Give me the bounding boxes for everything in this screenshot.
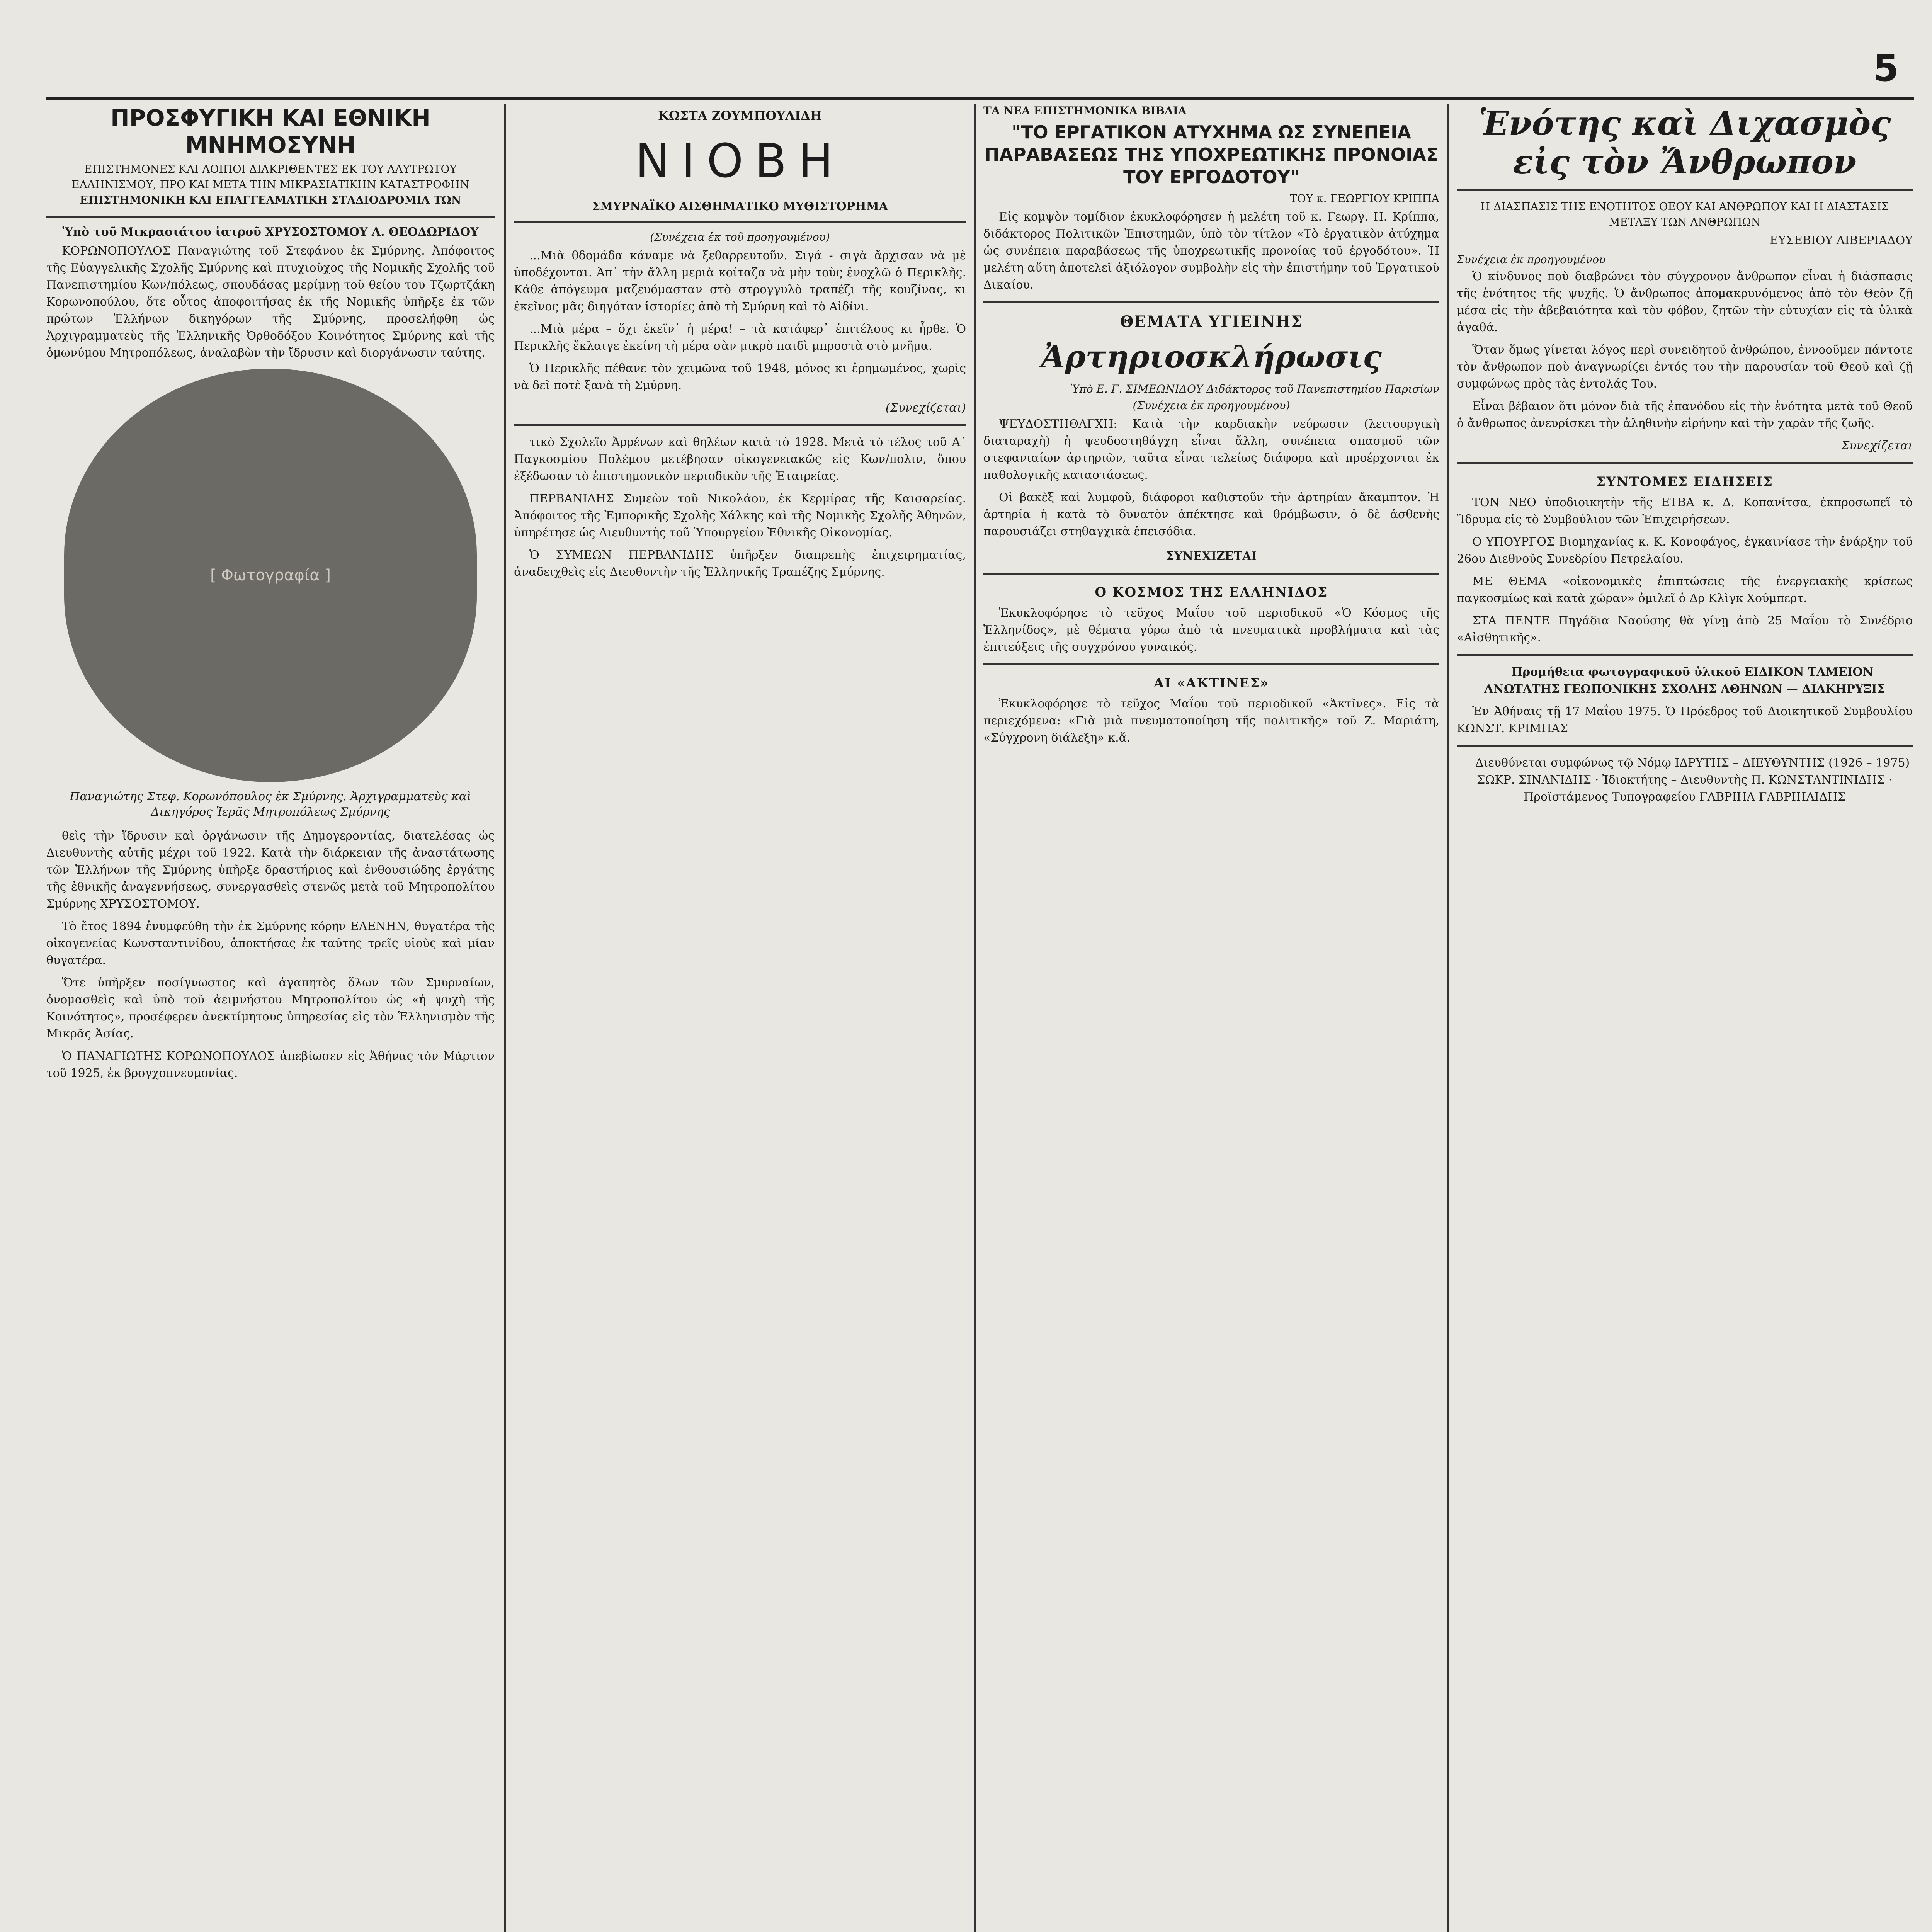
section-heading: ΘΕΜΑΤΑ ΥΓΙΕΙΝΗΣ [1120, 313, 1303, 331]
column-science [983, 104, 1439, 1932]
portrait-photo [64, 369, 476, 782]
novel-author: ΚΩΣΤΑ ΖΟΥΜΠΟΥΛΙΔΗ [658, 108, 822, 123]
column-unity [1457, 104, 1913, 1932]
notice-signature: Ἐν Ἀθήναις τῇ 17 Μαΐου 1975. Ὁ Πρόεδρος τοῦ Διοικητικοῦ Συμβουλίου ΚΩΝΣΤ. ΚΡΙΜΠΑΣ [1457, 705, 1913, 735]
paragraph: θεὶς τὴν ἵδρυσιν καὶ ὀργάνωσιν τῆς Δημογεροντίας, διατελέσας ὡς Διευθυντὴς αὐτῆς μέχρι τοῦ 1922. Κατὰ τὴν διάρκειαν τῆς ἀναστάτωσης τῶν Ἑλλήνων τῆς Σμύρνης ὑπῆρξε δραστήριος καὶ ἐνθουσιώδης ἐργάτης τῆς ἐθνικῆς ἀναγεννήσεως, συνεργασθεὶς στενῶς μετὰ τοῦ Μητροπολίτου Σμύρνης ΧΡΥΣΟΣΤΟΜΟΥ. [46, 829, 495, 911]
paragraph: ...Μιὰ θδομάδα κάναμε νὰ ξεθαρρευτοῦν. Σιγά - σιγὰ ἄρχισαν νὰ μὲ ὑποδέχονται. Ἀπ᾽ τὴν ἄλλη μεριὰ κοίταζα νὰ μὴν τοὺς ἐνοχλῶ ὁ Περικλῆς. Κάθε ἀπόγευμα μαζευόμασταν στὸ στρογγυλὸ τραπέζι τῆς κουζίνας, κι ἐκεῖνος μᾶς διηγόταν ἱστορίες ἀπὸ τὴ Σμύρνη καὶ τὸ Αἰδίνι. [514, 249, 966, 313]
continued-note: Συνέχεια ἐκ προηγουμένου [1457, 253, 1606, 266]
photo-placeholder: [ Φωτογραφία ] [210, 566, 331, 584]
article-subtitle-2: ΕΠΙΣΤΗΜΟΝΙΚΗ ΚΑΙ ΕΠΑΓΓΕΛΜΑΤΙΚΗ ΣΤΑΔΙΟΔΡΟΜΙΑ ΤΩΝ [80, 194, 461, 206]
news-item: ΤΟΝ ΝΕΟ ὑποδιοικητὴν τῆς ΕΤΒΑ κ. Δ. Κοπανίτσα, ἐκπροσωπεῖ τὸ Ἵδρυμα εἰς τὸ Συμβούλιον τῶν Ἐπιχειρήσεων. [1457, 496, 1913, 526]
section-heading: ΣΥΝΤΟΜΕΣ ΕΙΔΗΣΕΙΣ [1596, 474, 1773, 490]
byline: Ὑπὸ τοῦ Μικρασιάτου ἰατροῦ ΧΡΥΣΟΣΤΟΜΟΥ Α. ΘΕΟΔΩΡΙΔΟΥ [62, 225, 479, 239]
byline: Ὑπὸ Ε. Γ. ΣΙΜΕΩΝΙΔΟΥ Διδάκτορος τοῦ Πανεπιστημίου Παρισίων [1070, 383, 1439, 395]
staff-box: Διευθύνεται συμφώνως τῷ Νόμῳ ΙΔΡΥΤΗΣ – ΔΙΕΥΘΥΝΤΗΣ (1926 – 1975) ΣΩΚΡ. ΣΙΝΑΝΙΔΗΣ · Ἰδιοκτήτης – Διευθυντὴς Π. ΚΩΝΣΤΑΝΤΙΝΙΔΗΣ · Προϊστάμενος Τυπογραφείου ΓΑΒΡΙΗΛ ΓΑΒΡΙΗΛΙΔΗΣ [1475, 756, 1910, 804]
paragraph: Ὁ ΠΑΝΑΓΙΩΤΗΣ ΚΟΡΩΝΟΠΟΥΛΟΣ ἀπεβίωσεν εἰς Ἀθήνας τὸν Μάρτιον τοῦ 1925, ἐκ βρογχοπνευμονίας. [46, 1049, 495, 1080]
paragraph: Ἐκυκλοφόρησε τὸ τεῦχος Μαΐου τοῦ περιοδικοῦ «Ἀκτῖνες». Εἰς τὰ περιεχόμενα: «Γιὰ μιὰ πνευματοποίηση τῆς πολιτικῆς» τοῦ Ζ. Μαριάτη, «Σύγχρονη διάλεξη» κ.ἄ. [983, 697, 1439, 745]
section-kicker: ΤΑ ΝΕΑ ΕΠΙΣΤΗΜΟΝΙΚΑ ΒΙΒΛΙΑ [983, 104, 1187, 117]
article-subtitle: ΕΠΙΣΤΗΜΟΝΕΣ ΚΑΙ ΛΟΙΠΟΙ ΔΙΑΚΡΙΘΕΝΤΕΣ ΕΚ ΤΟΥ ΑΛΥΤΡΩΤΟΥ ΕΛΛΗΝΙΣΜΟΥ, ΠΡΟ ΚΑΙ ΜΕΤΑ ΤΗΝ ΜΙΚΡΑΣΙΑΤΙΚΗΝ ΚΑΤΑΣΤΡΟΦΗΝ [71, 163, 469, 191]
article-title: Ἀρτηριοσκλήρωσις [1041, 338, 1382, 375]
paragraph: τικὸ Σχολεῖο Ἀρρένων καὶ θηλέων κατὰ τὸ 1928. Μετὰ τὸ τέλος τοῦ Α΄ Παγκοσμίου Πολέμου μετέβησαν οἰκογενειακῶς εἰς Κων/πολιν, ὅπου ἐξέδωσαν τὸ ἐπιστημονικὸν περιοδικὸν τῆς Ἐταιρείας. [514, 435, 966, 483]
page-number: 5 [1873, 46, 1899, 90]
paragraph: Τὸ ἔτος 1894 ἐνυμφεύθη τὴν ἐκ Σμύρνης κόρην ΕΛΕΝΗΝ, θυγατέρα τῆς οἰκογενείας Κωνσταντινίδου, ἀποκτήσας ἐκ ταύτης τρεῖς υἱοὺς καὶ μίαν θυγατέρα. [46, 920, 495, 967]
paragraph: ΠΕΡΒΑΝΙΔΗΣ Συμεὼν τοῦ Νικολάου, ἐκ Κερμίρας τῆς Καισαρείας. Ἀπόφοιτος τῆς Ἐμπορικῆς Σχολῆς Χάλκης καὶ τῆς Νομικῆς Σχολῆς Ἀθηνῶν, ὑπηρέτησε ὡς Διευθυντὴς τοῦ Ὑπουργείου Ἐθνικῆς Οἰκονομίας. [514, 492, 966, 539]
article-subtitle: Η ΔΙΑΣΠΑΣΙΣ ΤΗΣ ΕΝΟΤΗΤΟΣ ΘΕΟΥ ΚΑΙ ΑΝΘΡΩΠΟΥ ΚΑΙ Η ΔΙΑΣΤΑΣΙΣ ΜΕΤΑΞΥ ΤΩΝ ΑΝΘΡΩΠΩΝ [1480, 200, 1889, 228]
column-divider [504, 104, 506, 1932]
paragraph: Ἐκυκλοφόρησε τὸ τεῦχος Μαΐου τοῦ περιοδικοῦ «Ὁ Κόσμος τῆς Ἑλληνίδος», μὲ θέματα γύρω ἀπὸ τὰ πνευματικὰ προβλήματα καὶ τὰς ἐπιτεύξεις τῆς συγχρόνου γυναικός. [983, 606, 1439, 654]
continued-note: (Συνέχεια ἐκ τοῦ προηγουμένου) [650, 231, 830, 243]
to-be-continued: (Συνεχίζεται) [885, 401, 966, 415]
section-heading: Ο ΚΟΣΜΟΣ ΤΗΣ ΕΛΛΗΝΙΔΟΣ [1095, 585, 1328, 600]
column-divider [1447, 104, 1449, 1932]
paragraph: Ὅτε ὑπῆρξεν ποσίγνωστος καὶ ἀγαπητὸς ὅλων τῶν Σμυρναίων, ὀνομασθεὶς καὶ ὑπὸ τοῦ ἀειμνήστου Μητροπολίτου ὡς «ἡ ψυχὴ τῆς Κοινότητος», προσέφερεν ἀνεκτίμητους ὑπηρεσίας εἰς τὸν Ἑλληνισμὸν τῆς Μικρᾶς Ἀσίας. [46, 976, 495, 1041]
article-title: "ΤΟ ΕΡΓΑΤΙΚΟΝ ΑΤΥΧΗΜΑ ΩΣ ΣΥΝΕΠΕΙΑ ΠΑΡΑΒΑΣΕΩΣ ΤΗΣ ΥΠΟΧΡΕΩΤΙΚΗΣ ΠΡΟΝΟΙΑΣ ΤΟΥ ΕΡΓΟΔΟΤΟΥ" [984, 122, 1439, 187]
paragraph: Ὁ Περικλῆς πέθανε τὸν χειμῶνα τοῦ 1948, μόνος κι ἐρημωμένος, χωρὶς νὰ δεῖ ποτὲ ξανὰ τὴ Σμύρνη. [514, 362, 966, 392]
byline: ΕΥΣΕΒΙΟΥ ΛΙΒΕΡΙΑΔΟΥ [1770, 234, 1913, 247]
paragraph: Ὁ κίνδυνος ποὺ διαβρώνει τὸν σύγχρονον ἄνθρωπον εἶναι ἡ διάσπασις τῆς ἑνότητος τῆς ψυχῆς. Ὁ ἄνθρωπος ἀπομακρυνόμενος ἀπὸ τὸν Θεὸν ζῇ μέσα εἰς τὴν ἀβεβαιότητα καὶ τὸν φόβον, ζητῶν τὴν εὐτυχίαν εἰς τὰ ὑλικὰ ἀγαθά. [1457, 270, 1913, 334]
notice: Προμήθεια φωτογραφικοῦ ὑλικοῦ ΕΙΔΙΚΟΝ ΤΑΜΕΙΟΝ ΑΝΩΤΑΤΗΣ ΓΕΩΠΟΝΙΚΗΣ ΣΧΟΛΗΣ ΑΘΗΝΩΝ — ΔΙΑΚΗΡΥΞΙΣ [1484, 665, 1885, 696]
paragraph: Οἱ βακὲξ καὶ λυμφοῦ, διάφοροι καθιστοῦν τὴν ἀρτηρίαν ἄκαμπτον. Ἡ ἀρτηρία ἡ κατὰ τὸ δυνατὸν ἀπέκτησε καὶ θρόμβωσιν, ὁ δὲ ἀσθενὴς παρουσιάζει στηθαγχικὰ ἐπεισόδια. [983, 491, 1439, 538]
paragraph: ...Μιὰ μέρα – ὅχι ἐκεῖν᾽ ἡ μέρα! – τὰ κατάφερ᾽ ἐπιτέλους κι ἦρθε. Ὁ Περικλῆς ἔκλαιγε ἐκείνη τὴ μέρα σὰν μικρὸ παιδὶ μπροστὰ στὸ μνῆμα. [514, 322, 966, 353]
continued-note: (Συνέχεια ἐκ προηγουμένου) [1133, 399, 1290, 412]
article-title: ΠΡΟΣΦΥΓΙΚΗ ΚΑΙ ΕΘΝΙΚΗ ΜΝΗΜΟΣΥΝΗ [111, 105, 430, 158]
paragraph: Ὅταν ὅμως γίνεται λόγος περὶ συνειδητοῦ ἀνθρώπου, ἐννοοῦμεν πάντοτε τὸν ἄνθρωπον ποὺ ἀναγνωρίζει ἐντός του τὴν παρουσίαν τοῦ Θεοῦ καὶ ζῇ συμφώνως πρὸς τὰς ἐντολάς Του. [1457, 343, 1913, 391]
news-item: ΜΕ ΘΕΜΑ «οἰκονομικὲς ἐπιπτώσεις τῆς ἐνεργειακῆς κρίσεως παγκοσμίως καὶ κατὰ χώραν» ὁμιλεῖ ὁ Δρ Κλὶγκ Χούμπερτ. [1457, 575, 1913, 605]
to-be-continued: ΣΥΝΕΧΙΖΕΤΑΙ [1166, 549, 1257, 563]
novel-title: ΝΙΟΒΗ [635, 134, 845, 188]
article-title: Ἑνότης καὶ Διχασμὸς εἰς τὸν Ἄνθρωπον [1478, 104, 1891, 182]
column-divider [974, 104, 976, 1932]
news-item: Ο ΥΠΟΥΡΓΟΣ Βιομηχανίας κ. Κ. Κονοφάγος, ἐγκαινίασε τὴν ἐνάρξην τοῦ 26ου Διεθνοῦς Συνεδρίου Πετρελαίου. [1457, 535, 1913, 566]
novel-subtitle: ΣΜΥΡΝΑΪΚΟ ΑΙΣΘΗΜΑΤΙΚΟ ΜΥΘΙΣΤΟΡΗΜΑ [592, 200, 888, 213]
news-item: ΣΤΑ ΠΕΝΤΕ Πηγάδια Ναούσης θὰ γίνῃ ἀπὸ 25 Μαΐου τὸ Συνέδριο «Αἰσθητικῆς». [1457, 614, 1913, 645]
to-be-continued: Συνεχίζεται [1841, 439, 1913, 452]
paragraph: Ὁ ΣΥΜΕΩΝ ΠΕΡΒΑΝΙΔΗΣ ὑπῆρξεν διαπρεπὴς ἐπιχειρηματίας, ἀναδειχθεὶς εἰς Διευθυντὴν τῆς Ἑλληνικῆς Τραπέζης Σμύρνης. [514, 548, 966, 579]
paragraph: ΚΟΡΩΝΟΠΟΥΛΟΣ Παναγιώτης τοῦ Στεφάνου ἐκ Σμύρνης. Ἀπόφοιτος τῆς Εὐαγγελικῆς Σχολῆς Σμύρνης καὶ πτυχιοῦχος τῆς Νομικῆς Σχολῆς τοῦ Πανεπιστημίου Κων/πόλεως, σπουδάσας μερίμνῃ τοῦ θείου του Τζωρτζάκη Κορωνοπούλου, ὅτε οὗτος ἀποφοιτήσας ἐκ τῆς Νομικῆς ὑπῆρξε ἐκ τῶν πρώτων Ἑλλήνων δικηγόρων τῆς Σμύρνης, προσελήφθη ὡς Ἀρχιγραμματεὺς τῆς Ἑλληνικῆς Ὀρθοδόξου Κοινότητος Σμύρνης καὶ τῆς ὁμωνύμου Μητροπόλεως, ἀναλαβὼν τὴν ἴδρυσιν καὶ διοργάνωσιν ταύτης. [46, 244, 495, 360]
byline: ΤΟΥ κ. ΓΕΩΡΓΙΟΥ ΚΡΙΠΠΑ [1290, 192, 1439, 205]
paragraph: Εἶναι βέβαιον ὅτι μόνον διὰ τῆς ἐπανόδου εἰς τὴν ἑνότητα μετὰ τοῦ Θεοῦ ὁ ἄνθρωπος ἀνευρίσκει τὴν ἀληθινὴν εἰρήνην καὶ τὴν χαρὰν τῆς ζωῆς. [1457, 400, 1913, 430]
column-refugee-memory [46, 104, 495, 1932]
section-heading: ΑΙ «ΑΚΤΙΝΕΣ» [1153, 675, 1269, 691]
column-niobe [514, 104, 966, 1932]
photo-caption: Παναγιώτης Στεφ. Κορωνόπουλος ἐκ Σμύρνης. Ἀρχιγραμματεὺς καὶ Δικηγόρος Ἱερᾶς Μητροπόλεως Σμύρνης [70, 790, 471, 819]
top-rule [46, 97, 1914, 100]
paragraph: Εἰς κομψὸν τομίδιον ἐκυκλοφόρησεν ἡ μελέτη τοῦ κ. Γεωργ. Η. Κρίππα, διδάκτορος Πολιτικῶν Ἐπιστημῶν, ὑπὸ τὸν τίτλον «Τὸ ἐργατικὸν ἀτύχημα ὡς συνέπεια παραβάσεως τῆς ὑποχρεωτικῆς προνοίας τοῦ ἐργοδότου». Ἡ μελέτη αὕτη ἀποτελεῖ ἀξιόλογον συμβολὴν εἰς τὴν ἐπιστήμην τοῦ Ἐργατικοῦ Δικαίου. [983, 210, 1439, 292]
paragraph: ΨΕΥΔΟΣΤΗΘΑΓΧΗ: Κατὰ τὴν καρδιακὴν νεύρωσιν (λειτουργικὴ διαταραχὴ) ἡ ψευδοστηθάγχη εἶναι ἄλλη, συνέπεια σπασμοῦ τῶν στεφανιαίων ἀρτηριῶν, ταῦτα εἶναι τελείως διάφορα καὶ προέρχονται ἐκ παθολογικῆς καταστάσεως. [983, 417, 1439, 482]
